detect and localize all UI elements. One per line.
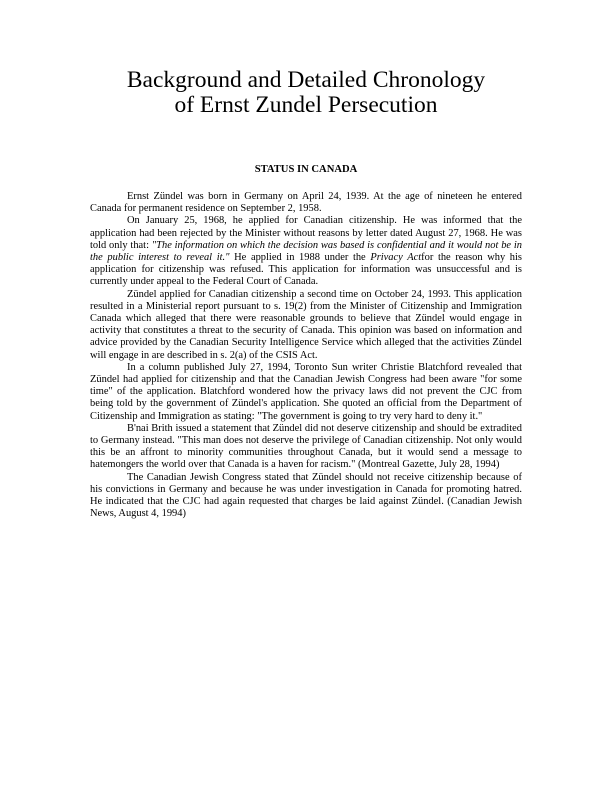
- paragraph-toronto-sun: In a column published July 27, 1994, Toronto Sun writer Christie Blatchford revealed that Zündel had applied for citizenship and that the Canadian Jewish Congress had been aware "for some time" of the application. Blatchford wondered how the privacy laws did not prevent the CJC from being told by the government of Zündel's application. She quoted an official from the Department of Citizenship and Immigration as stating: "The government is going to try very hard to deny it.": [90, 361, 522, 422]
- document-title: [60, 68, 552, 118]
- document-body: [90, 191, 522, 520]
- paragraph-text: He applied in 1988 under the: [229, 252, 371, 264]
- quoted-decision: "The information on which the decision was based is confidential and it would not be in the public interest to reveal it.": [90, 239, 522, 264]
- paragraph-birth: Ernst Zündel was born in Germany on April 24, 1939. At the age of nineteen he entered Canada for permanent residence on September 2, 1958.: [90, 191, 522, 215]
- act-name: Privacy Act: [370, 252, 422, 264]
- paragraph-second-application: Zündel applied for Canadian citizenship a second time on October 24, 1993. This application resulted in a Ministerial report pursuant to s. 19(2) from the Minister of Citizenship and Immigration Canada which alleged that there were reasonable grounds to believe that Zündel would engage in activity that constitutes a threat to the security of Canada. This opinion was based on information and advice provided by the Canadian Security Intelligence Service which alleged that the activities Zündel will engage in are described in s. 2(a) of the CSIS Act.: [90, 288, 522, 361]
- title-line-2: of Ernst Zundel Persecution: [174, 92, 438, 118]
- paragraph-text: On January 25, 1968, he applied for Canadian citizenship. He was informed that the application had been rejected by the Minister without reasons by letter dated August 27, 1968. He was told only that:: [90, 215, 522, 251]
- section-heading: STATUS IN CANADA: [254, 164, 358, 175]
- paragraph-first-application: [90, 215, 522, 288]
- paragraph-cjc: The Canadian Jewish Congress stated that Zündel should not receive citizenship because of his convictions in Germany and because he was under investigation in Canada for promoting hatred. He indicated that the CJC had again requested that charges be laid against Zündel. (Canadian Jewish News, August 4, 1994): [90, 471, 522, 520]
- title-line-1: Background and Detailed Chronology: [126, 67, 486, 93]
- paragraph-text: for the reason why his application for citizenship was refused. This application for information was unsuccessful and is currently under appeal to the Federal Court of Canada.: [90, 252, 522, 288]
- paragraph-bnai-brith: B'nai Brith issued a statement that Zündel did not deserve citizenship and should be extradited to Germany instead. "This man does not deserve the privilege of Canadian citizenship. Not only would this be an affront to minority communities throughout Canada, but it would send a message to hatemongers the world over that Canada is a haven for racism." (Montreal Gazette, July 28, 1994): [90, 422, 522, 471]
